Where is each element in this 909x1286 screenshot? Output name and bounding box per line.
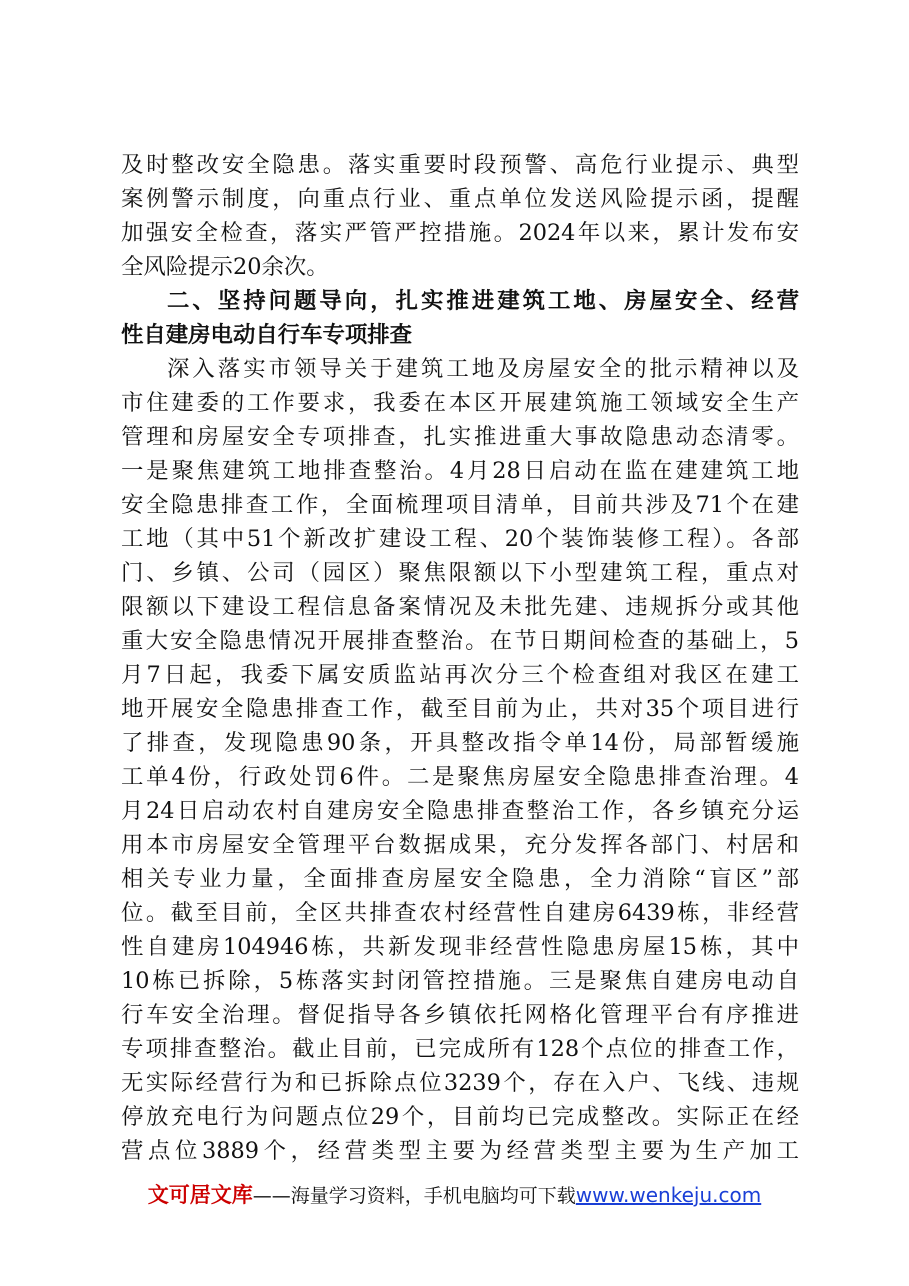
body-line: 市住建委的工作要求，我委在本区开展建筑施工领域安全生产	[121, 390, 799, 416]
body-line: 10栋已拆除，5栋落实封闭管控措施。三是聚焦自建房电动自	[121, 968, 799, 994]
footer-banner	[0, 1181, 909, 1210]
body-line: 工单4份，行政处罚6件。二是聚焦房屋安全隐患排查治理。4	[121, 764, 799, 790]
body-line: 一是聚焦建筑工地排查整治。4月28日启动在监在建建筑工地	[121, 458, 799, 484]
intro-line: 加强安全检查，落实严管严控措施。2024年以来，累计发布安	[121, 220, 799, 246]
body-line: 门、乡镇、公司（园区）聚焦限额以下小型建筑工程，重点对	[121, 560, 799, 586]
section-heading: 二、坚持问题导向，扎实推进建筑工地、房屋安全、经营	[167, 288, 799, 314]
body-line: 了排查，发现隐患90条，开具整改指令单14份，局部暂缓施	[121, 730, 799, 756]
body-line: 停放充电行为问题点位29个，目前均已完成整改。实际正在经	[121, 1104, 799, 1130]
section-heading: 性自建房电动自行车专项排查	[121, 322, 413, 348]
body-line: 月7日起，我委下属安质监站再次分三个检查组对我区在建工	[121, 662, 799, 688]
footer-tagline: ——海量学习资料，手机电脑均可下载	[252, 1185, 576, 1207]
body-line: 行车安全治理。督促指导各乡镇依托网格化管理平台有序推进	[121, 1002, 799, 1028]
body-line: 工地（其中51个新改扩建设工程、20个装饰装修工程）。各部	[121, 526, 799, 552]
body-line: 用本市房屋安全管理平台数据成果，充分发挥各部门、村居和	[121, 832, 799, 858]
intro-line: 案例警示制度，向重点行业、重点单位发送风险提示函，提醒	[121, 186, 799, 212]
body-line: 位。截至目前，全区共排查农村经营性自建房6439栋，非经营	[121, 900, 799, 926]
body-line: 地开展安全隐患排查工作，截至目前为止，共对35个项目进行	[121, 696, 799, 722]
footer-url-link[interactable]: www.wenkeju.com	[575, 1183, 762, 1207]
body-line: 安全隐患排查工作，全面梳理项目清单，目前共涉及71个在建	[121, 492, 799, 518]
body-line: 限额以下建设工程信息备案情况及未批先建、违规拆分或其他	[121, 594, 799, 620]
body-line: 性自建房104946栋，共新发现非经营性隐患房屋15栋，其中	[121, 934, 799, 960]
body-line: 月24日启动农村自建房安全隐患排查整治工作，各乡镇充分运	[121, 798, 799, 824]
body-line: 相关专业力量，全面排查房屋安全隐患，全力消除“盲区”部	[121, 866, 799, 892]
body-line: 专项排查整治。截止目前，已完成所有128个点位的排查工作，	[121, 1036, 799, 1062]
footer-brand: 文可居文库	[147, 1183, 253, 1207]
body-line: 管理和房屋安全专项排查，扎实推进重大事故隐患动态清零。	[121, 424, 799, 450]
body-line: 深入落实市领导关于建筑工地及房屋安全的批示精神以及	[167, 356, 799, 382]
intro-line: 及时整改安全隐患。落实重要时段预警、高危行业提示、典型	[121, 152, 799, 178]
body-line: 营点位3889个，经营类型主要为经营类型主要为生产加工	[121, 1138, 799, 1164]
body-line: 无实际经营行为和已拆除点位3239个，存在入户、飞线、违规	[121, 1070, 799, 1096]
body-line: 重大安全隐患情况开展排查整治。在节日期间检查的基础上，5	[121, 628, 799, 654]
intro-line: 全风险提示20余次。	[121, 254, 329, 280]
